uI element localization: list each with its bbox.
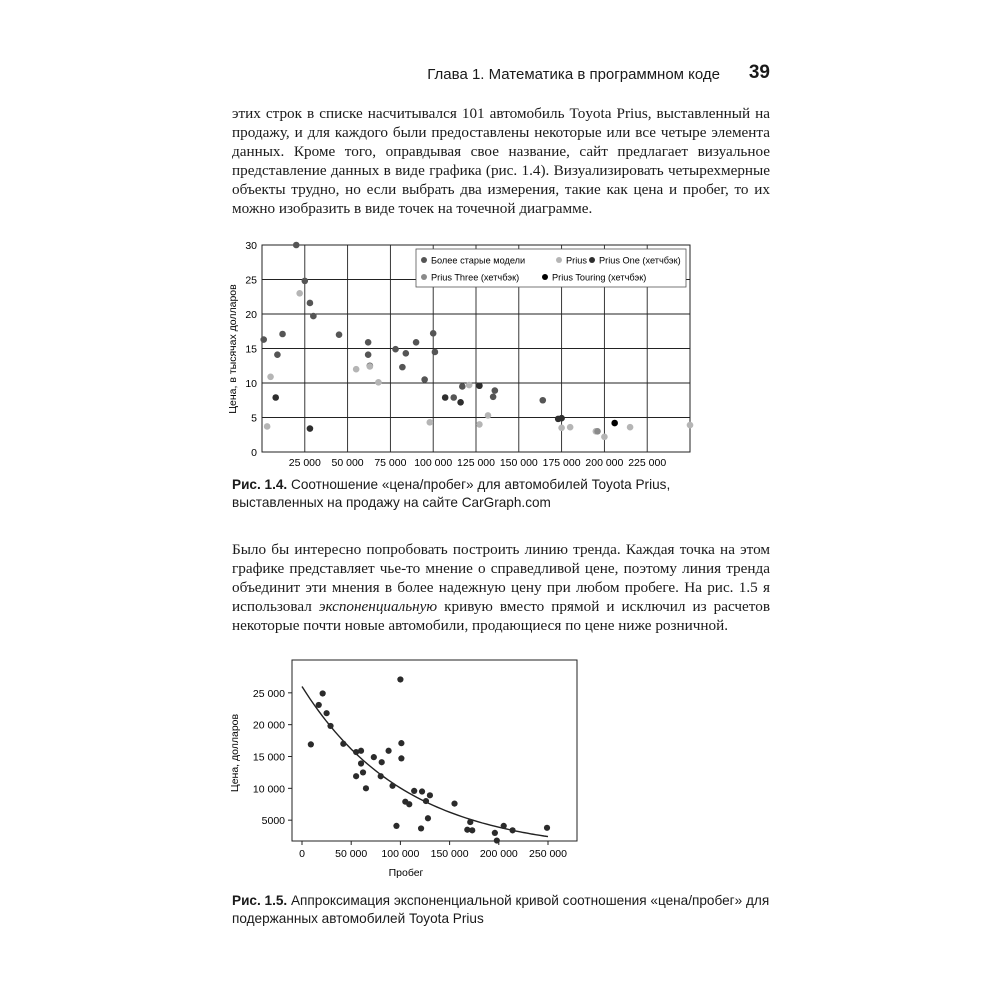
fig2-data-point: [385, 748, 391, 754]
fig1-legend-marker: [421, 257, 427, 263]
fig1-y-axis-label: Цена, в тысячах долларов: [227, 284, 239, 414]
fig1-data-point: [296, 290, 303, 297]
fig2-data-point: [544, 825, 550, 831]
fig2-data-point: [469, 827, 475, 833]
figure-1-caption: [232, 476, 752, 512]
fig2-data-point: [358, 760, 364, 766]
fig1-legend-marker: [421, 274, 427, 280]
fig1-data-point: [558, 425, 565, 432]
fig2-plot-frame: [292, 660, 577, 841]
fig1-legend-label: Prius Three (хетчбэк): [431, 272, 520, 283]
fig1-data-point: [627, 424, 634, 431]
figure-2-caption: [232, 892, 792, 928]
figure-2-scatter-chart: [222, 655, 582, 885]
fig2-data-point: [324, 710, 330, 716]
fig1-data-point: [567, 424, 574, 431]
fig1-data-point: [601, 434, 608, 441]
fig1-legend-marker: [589, 257, 595, 263]
fig2-x-axis-label: Пробег: [388, 867, 424, 879]
fig2-data-point: [451, 801, 457, 807]
fig1-y-tick-label: 15: [245, 343, 257, 356]
fig2-x-tick-label: 200 000: [479, 848, 518, 860]
fig2-data-point: [406, 801, 412, 807]
fig1-y-tick-label: 30: [245, 240, 257, 252]
fig1-data-point: [459, 383, 466, 390]
fig1-data-point: [293, 242, 300, 249]
fig1-y-tick-label: 25: [245, 274, 257, 287]
fig2-data-point: [358, 748, 364, 754]
fig2-data-point: [371, 754, 377, 760]
fig1-x-tick-label: 150 000: [499, 457, 538, 469]
fig2-points: [308, 676, 550, 843]
fig2-y-tick-label: 5000: [261, 815, 285, 828]
fig1-y-tick-label: 0: [251, 447, 257, 459]
fig1-data-point: [367, 363, 374, 370]
fig2-data-point: [308, 741, 314, 747]
fig1-x-tick-label: 175 000: [542, 457, 581, 469]
fig1-data-point: [307, 425, 314, 432]
fig1-data-point: [432, 349, 439, 356]
fig2-x-tick-label: 0: [299, 848, 305, 860]
fig2-data-point: [316, 702, 322, 708]
fig2-trend-layer: [302, 687, 548, 837]
fig2-y-tick-label: 10 000: [252, 783, 285, 796]
fig2-axes: [253, 660, 577, 860]
figure-1-caption-label: Рис. 1.4.: [232, 477, 288, 492]
figure-1-caption-text: Соотношение «цена/пробег» для автомобилей Toyota Prius, выставленных на продажу на сайте CarGraph.com: [232, 477, 671, 510]
fig1-data-point: [490, 394, 497, 401]
fig1-data-point: [442, 394, 449, 401]
fig1-y-tick-label: 5: [251, 412, 257, 425]
fig1-data-point: [492, 387, 499, 394]
fig1-data-point: [413, 339, 420, 346]
fig2-data-point: [397, 676, 403, 682]
fig2-x-tick-label: 250 000: [529, 848, 567, 860]
fig1-data-point: [336, 331, 343, 338]
fig2-x-tick-label: 50 000: [335, 848, 368, 860]
fig2-data-point: [501, 823, 507, 829]
fig2-data-point: [492, 830, 498, 836]
fig1-x-tick-label: 50 000: [331, 457, 364, 469]
fig1-legend-label: Более старые модели: [431, 255, 526, 266]
fig1-data-point: [392, 346, 399, 353]
running-header-title: Глава 1. Математика в программном коде: [427, 66, 720, 83]
fig2-data-point: [340, 741, 346, 747]
fig1-legend: [416, 249, 686, 287]
fig1-data-point: [539, 397, 546, 404]
fig1-x-tick-label: 125 000: [457, 457, 495, 469]
fig2-data-point: [353, 773, 359, 779]
fig2-data-point: [419, 788, 425, 794]
figure-1-scatter-chart: [222, 232, 702, 472]
fig2-data-point: [378, 773, 384, 779]
body-paragraph-2-end: кривую вместо прямой и исключил из расчетов некоторые почти новые автомобили, продающиеся по цене ниже розничной.: [232, 598, 770, 634]
page-header: [420, 62, 770, 88]
fig2-data-point: [398, 755, 404, 761]
fig2-x-tick-label: 150 000: [430, 848, 469, 860]
fig1-legend-marker: [542, 274, 548, 280]
fig1-data-point: [353, 366, 360, 373]
fig1-x-tick-label: 225 000: [628, 457, 667, 469]
fig1-y-tick-label: 20: [245, 309, 257, 321]
fig1-data-point: [476, 421, 483, 428]
fig1-data-point: [476, 382, 483, 389]
fig1-data-point: [302, 278, 309, 285]
fig1-data-point: [594, 428, 601, 435]
body-paragraph-1: этих строк в списке насчитывался 101 автомобиль Toyota Prius, выставленный на продажу, и для каждого были предоставлены некоторые или все четыре элемента данных. Кроме того, оправдывая свое название, сайт предлагает визуальное представление данных в виде графика (рис. 1.4). Визуализировать четырехмерные объекты трудно, но если выбрать два измерения, такие как цена и пробег, то их можно изобразить в виде точек на точечной диаграмме.: [232, 105, 770, 217]
fig2-y-tick-label: 25 000: [252, 687, 285, 700]
fig1-data-point: [403, 350, 410, 357]
fig1-data-point: [307, 300, 314, 307]
fig2-data-point: [494, 837, 500, 843]
fig1-legend-marker: [556, 257, 562, 263]
fig2-data-point: [393, 823, 399, 829]
fig1-x-tick-label: 25 000: [288, 457, 321, 469]
fig2-y-tick-label: 15 000: [252, 751, 285, 764]
fig1-data-point: [375, 379, 382, 386]
fig2-data-point: [423, 798, 429, 804]
fig1-data-point: [687, 422, 694, 429]
fig2-data-point: [398, 740, 404, 746]
fig1-data-point: [399, 364, 406, 371]
fig2-data-point: [427, 792, 433, 798]
fig2-data-point: [418, 825, 424, 831]
fig2-data-point: [320, 690, 326, 696]
fig1-x-tick-label: 100 000: [414, 457, 453, 469]
fig1-data-point: [279, 331, 286, 338]
fig1-data-point: [365, 351, 372, 358]
fig1-data-point: [426, 419, 433, 426]
fig1-data-point: [611, 420, 618, 427]
fig1-legend-label: Prius One (хетчбэк): [599, 255, 681, 266]
fig2-x-tick-label: 100 000: [381, 848, 420, 860]
fig1-data-point: [272, 394, 279, 401]
body-paragraph-2-emphasis: экспоненциальную: [318, 598, 438, 615]
fig2-data-point: [389, 783, 395, 789]
fig2-y-axis-label: Цена, долларов: [229, 713, 241, 793]
fig1-data-point: [430, 330, 437, 337]
fig2-data-point: [360, 769, 366, 775]
fig1-legend-label: Prius: [566, 255, 587, 266]
fig1-data-point: [310, 313, 317, 320]
body-paragraph-2: [232, 540, 770, 635]
fig2-y-tick-label: 20 000: [252, 719, 285, 732]
fig1-data-point: [558, 415, 565, 422]
fig2-data-point: [467, 819, 473, 825]
fig1-data-point: [365, 339, 372, 346]
figure-2-caption-label: Рис. 1.5.: [232, 893, 288, 908]
fig1-legend-label: Prius Touring (хетчбэк): [552, 272, 647, 283]
fig1-x-tick-label: 200 000: [585, 457, 624, 469]
fig1-data-point: [457, 399, 464, 406]
fig1-x-tick-label: 75 000: [374, 457, 407, 469]
fig1-data-point: [267, 373, 274, 380]
fig1-data-point: [421, 376, 428, 383]
page-number: 39: [748, 62, 770, 83]
body-paragraph-2-start: Было бы интересно попробовать построить линию тренда. Каждая точка на этом графике представляет чье-то мнение о справедливой цене, поэтому линия тренда объединит эти мнения в более надежную цену при любом пробеге. На рис. 1.5 я использовал: [232, 541, 770, 615]
fig2-data-point: [363, 785, 369, 791]
fig1-y-tick-label: 10: [245, 378, 257, 390]
fig1-data-point: [450, 394, 457, 401]
fig1-data-point: [260, 336, 267, 343]
fig1-data-point: [264, 423, 271, 430]
fig1-data-point: [485, 412, 492, 419]
fig1-data-point: [274, 351, 281, 358]
fig2-data-point: [379, 759, 385, 765]
fig2-data-point: [327, 723, 333, 729]
fig2-data-point: [425, 815, 431, 821]
fig1-data-point: [466, 382, 473, 389]
fig2-trend-curve: [302, 687, 548, 837]
fig2-data-point: [509, 827, 515, 833]
fig2-data-point: [411, 788, 417, 794]
figure-2-caption-text: Аппроксимация экспоненциальной кривой соотношения «цена/пробег» для подержанных автомобилей Toyota Prius: [232, 893, 770, 926]
